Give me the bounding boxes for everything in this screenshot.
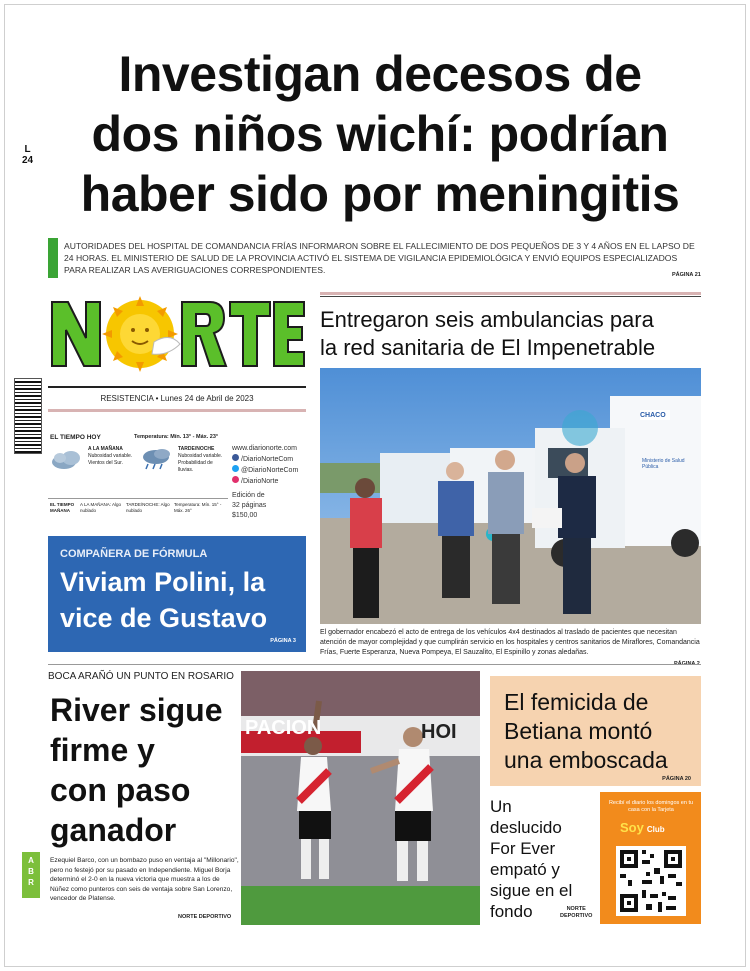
facebook-handle: /DiarioNorteCom — [241, 456, 294, 463]
weather-divider — [48, 498, 228, 499]
main-headline-line2: dos niños wichí: podrían — [91, 106, 669, 162]
main-headline[interactable] — [40, 44, 720, 224]
ad-brand-soy: Soy — [620, 820, 644, 835]
weather-tomorrow-label: EL TIEMPO MAÑANA — [50, 502, 75, 513]
section-rule — [320, 292, 701, 295]
abr-tag-text: ABR — [28, 856, 34, 887]
femicida-headline-line2: Betiana montó — [504, 718, 653, 744]
barcode-icon — [14, 378, 42, 454]
lead-page-ref: PÁGINA 21 — [672, 272, 701, 278]
facebook-link[interactable] — [232, 454, 314, 465]
weather-morning-label: A LA MAÑANA — [88, 446, 123, 452]
river-headline-line3: con paso — [50, 772, 191, 808]
femicida-headline-line3: una emboscada — [504, 747, 668, 773]
lead-accent-bar — [48, 238, 58, 278]
forever-line1: Un — [490, 797, 512, 816]
weather-title: EL TIEMPO HOY — [50, 434, 101, 441]
forever-line2: deslucido — [490, 818, 562, 837]
main-headline-line3: haber sido por meningitis — [80, 166, 680, 222]
forever-credit — [560, 906, 592, 920]
ambulance-caption: El gobernador encabezó el acto de entrega de los vehículos 4x4 destinados al traslado de pacientes que necesitan atención de mayor complejidad y que cumplirán servicio en los hospitales y centros sanitarios de Miraflores, Comandancia Frías, Fuerte Esperanza, Nueva Pompeya, El Sauzalito, El Espinillo y zonas aledañas. — [320, 629, 700, 656]
ad-brand — [620, 820, 665, 835]
lead-paragraph: AUTORIDADES DEL HOSPITAL DE COMANDANCIA FRÍAS INFORMARON SOBRE EL FALLECIMIENTO DE DOS PEQUEÑOS DE 3 Y 4 AÑOS EN EL LAPSO DE 24 HORAS. EL MINISTERIO DE SALUD DE LA PROVINCIA ACTIVÓ EL SISTEMA DE VIGILANCIA EPIDEMIOLÓGICA Y ENVIÓ EQUIPOS ESPECIALIZADOS PARA REALIZAR LAS AVERIGUACIONES CORRESPONDIENTES. — [64, 241, 695, 275]
section-rule-thin — [320, 296, 701, 297]
polini-title — [60, 564, 267, 636]
twitter-handle: @DiarioNorteCom — [241, 467, 299, 474]
edition-tag-letter: L — [24, 144, 31, 155]
photo-sign-chaco: CHACO — [640, 412, 666, 419]
main-headline-line1: Investigan decesos de — [118, 46, 642, 102]
edition-pages: 32 páginas — [232, 502, 267, 509]
river-headline-line2: firme y — [50, 732, 155, 768]
edition-tag — [22, 144, 33, 166]
ambulance-photo[interactable] — [320, 368, 701, 624]
cloudy-icon — [50, 448, 84, 470]
social-links — [232, 444, 314, 521]
river-kicker: BOCA ARAÑÓ UN PUNTO EN ROSARIO — [48, 671, 234, 682]
polini-kicker: COMPAÑERA DE FÓRMULA — [60, 548, 208, 560]
weather-tomorrow-temps: Temperatura: Mín. 15° - Máx. 26° — [174, 502, 222, 513]
ambulance-headline-line1: Entregaron seis ambulancias para — [320, 307, 654, 332]
river-headline-line4: ganador — [50, 812, 177, 848]
edition-tag-number: 24 — [22, 155, 34, 166]
soy-club-ad[interactable] — [600, 792, 701, 924]
forever-line6: fondo — [490, 902, 533, 921]
weather-temps: Temperatura: Mín. 13° - Máx. 23° — [134, 434, 219, 440]
instagram-icon — [232, 476, 239, 483]
norte-logo-icon — [48, 292, 306, 374]
weather-widget — [48, 428, 228, 520]
river-photo-image — [241, 671, 480, 925]
river-credit: NORTE DEPORTIVO — [178, 914, 232, 920]
instagram-handle: /DiarioNorte — [241, 478, 279, 485]
photo-banner-text2: HOI — [421, 721, 457, 743]
polini-story[interactable] — [48, 536, 306, 652]
ad-text: Recibí el diario los domingos en tu casa con la Tarjeta — [608, 800, 694, 813]
river-headline-line1: River sigue — [50, 692, 223, 728]
ambulance-photo-image — [320, 368, 701, 624]
forever-credit2: DEPORTIVO — [560, 913, 593, 919]
forever-credit1: NORTE — [566, 906, 586, 912]
instagram-link[interactable] — [232, 476, 314, 487]
ambulance-headline-line2: la red sanitaria de El Impenetrable — [320, 335, 656, 360]
polini-title-line2: vice de Gustavo — [60, 603, 268, 633]
twitter-icon — [232, 465, 239, 472]
edition-price: $150,00 — [232, 512, 258, 519]
polini-title-line1: Viviam Polini, la — [60, 567, 266, 597]
ad-brand-club: Club — [646, 825, 665, 834]
edition-label: Edición de — [232, 492, 265, 499]
weather-morning-desc: Nubosidad variable. Vientos del Sur. — [88, 453, 133, 466]
femicida-page-ref: PÁGINA 20 — [662, 776, 691, 782]
river-headline[interactable] — [50, 690, 240, 850]
dateline: RESISTENCIA • Lunes 24 de Abril de 2023 — [48, 386, 306, 412]
forever-headline[interactable] — [490, 796, 593, 922]
femicida-headline-line1: El femicida de — [504, 689, 649, 715]
facebook-icon — [232, 454, 239, 461]
weather-afternoon-label: TARDE/NOCHE — [178, 446, 215, 452]
polini-page-ref: PÁGINA 3 — [270, 638, 296, 644]
photo-sign-ministry: Ministerio de Salud Pública — [642, 458, 685, 470]
river-body: Ezequiel Barco, con un bombazo puso en ventaja al "Millonario", pero no festejó por su pasado en Independiente. Miguel Borja determinó el 2-0 en la nueva victoria que muestra a los de Núñez como punteros con seis de ventaja sobre San Lorenzo, vencedor de Platense. — [50, 857, 239, 902]
section-rule-mid — [48, 664, 701, 665]
forever-line4: empató y — [490, 860, 560, 879]
abr-tag — [22, 852, 40, 898]
twitter-link[interactable] — [232, 465, 314, 476]
forever-line5: sigue en el — [490, 881, 573, 900]
ambulance-headline[interactable] — [320, 306, 700, 362]
photo-banner-text: PACION — [245, 717, 322, 739]
weather-tomorrow-morning: A LA MAÑANA: Algo nublado — [80, 502, 122, 513]
weather-afternoon-desc: Nubosidad variable. Probabilidad de lluvias. — [178, 453, 223, 473]
river-photo[interactable] — [241, 671, 480, 925]
website-link[interactable]: www.diarionorte.com — [232, 445, 297, 452]
femicida-headline — [504, 688, 668, 775]
qr-code-icon — [616, 846, 686, 916]
forever-line3: For Ever — [490, 839, 556, 858]
weather-tomorrow-evening: TARDE/NOCHE: Algo nublado — [126, 502, 170, 513]
rain-icon — [140, 448, 174, 470]
masthead-logo[interactable] — [48, 292, 306, 374]
femicida-story[interactable] — [490, 676, 701, 786]
